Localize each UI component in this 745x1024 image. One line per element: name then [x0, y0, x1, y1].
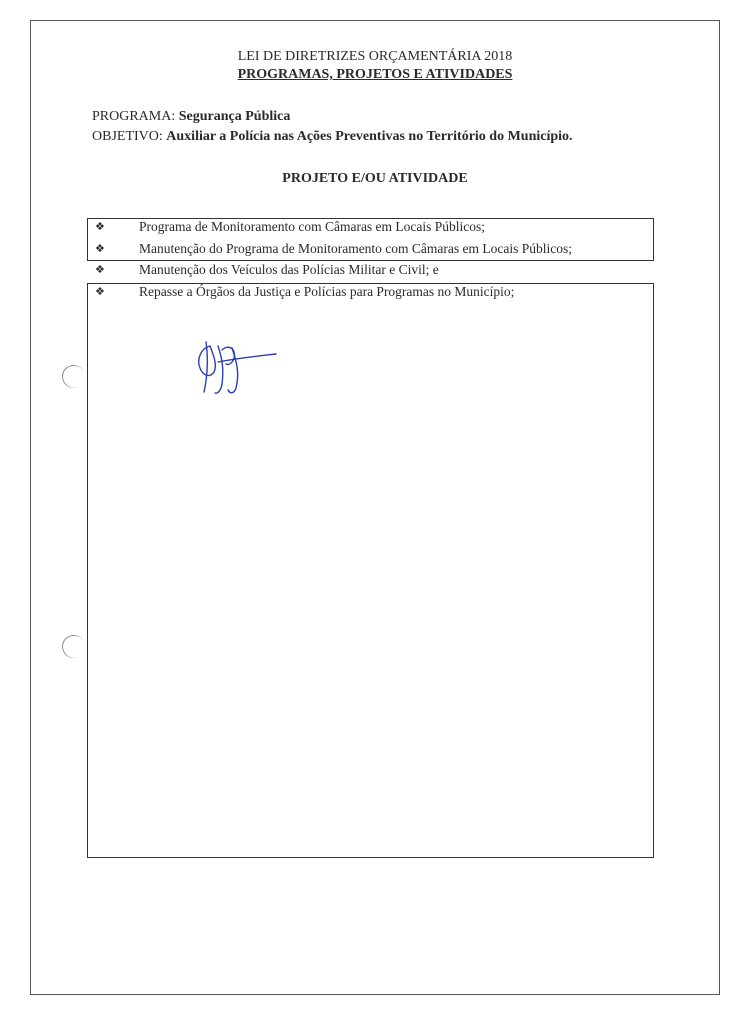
objective-label: OBJETIVO: [92, 129, 163, 144]
list-item-text: Manutenção dos Veículos das Polícias Militar e Civil; e [139, 262, 439, 277]
activity-list [95, 216, 572, 302]
items-box-main [87, 283, 654, 858]
diamond-bullet-icon: ❖ [95, 220, 105, 233]
list-item-text: Programa de Monitoramento com Câmaras em Locais Públicos; [139, 219, 486, 234]
diamond-bullet-icon: ❖ [95, 241, 105, 255]
list-item-text: Repasse a Órgãos da Justiça e Polícias para Programas no Município; [139, 283, 515, 299]
list-item [95, 281, 572, 303]
program-info [92, 107, 573, 147]
program-label: PROGRAMA: [92, 109, 176, 124]
list-item [95, 259, 572, 281]
objective-value: Auxiliar a Polícia nas Ações Preventivas no Território do Município. [166, 129, 573, 144]
list-item-text: Manutenção do Programa de Monitoramento com Câmaras em Locais Públicos; [139, 240, 573, 256]
program-line [92, 107, 573, 127]
list-item [95, 216, 572, 238]
diamond-bullet-icon: ❖ [95, 263, 105, 276]
list-item [95, 238, 572, 260]
program-value: Segurança Pública [178, 109, 291, 124]
section-title: PROJETO E/OU ATIVIDADE [282, 171, 468, 186]
signature-icon [188, 338, 283, 398]
document-header [30, 48, 720, 84]
objective-line [92, 127, 573, 147]
diamond-bullet-icon: ❖ [95, 284, 105, 298]
document-title: LEI DE DIRETRIZES ORÇAMENTÁRIA 2018 [237, 49, 513, 64]
document-subtitle: PROGRAMAS, PROJETOS E ATIVIDADES [237, 67, 513, 82]
